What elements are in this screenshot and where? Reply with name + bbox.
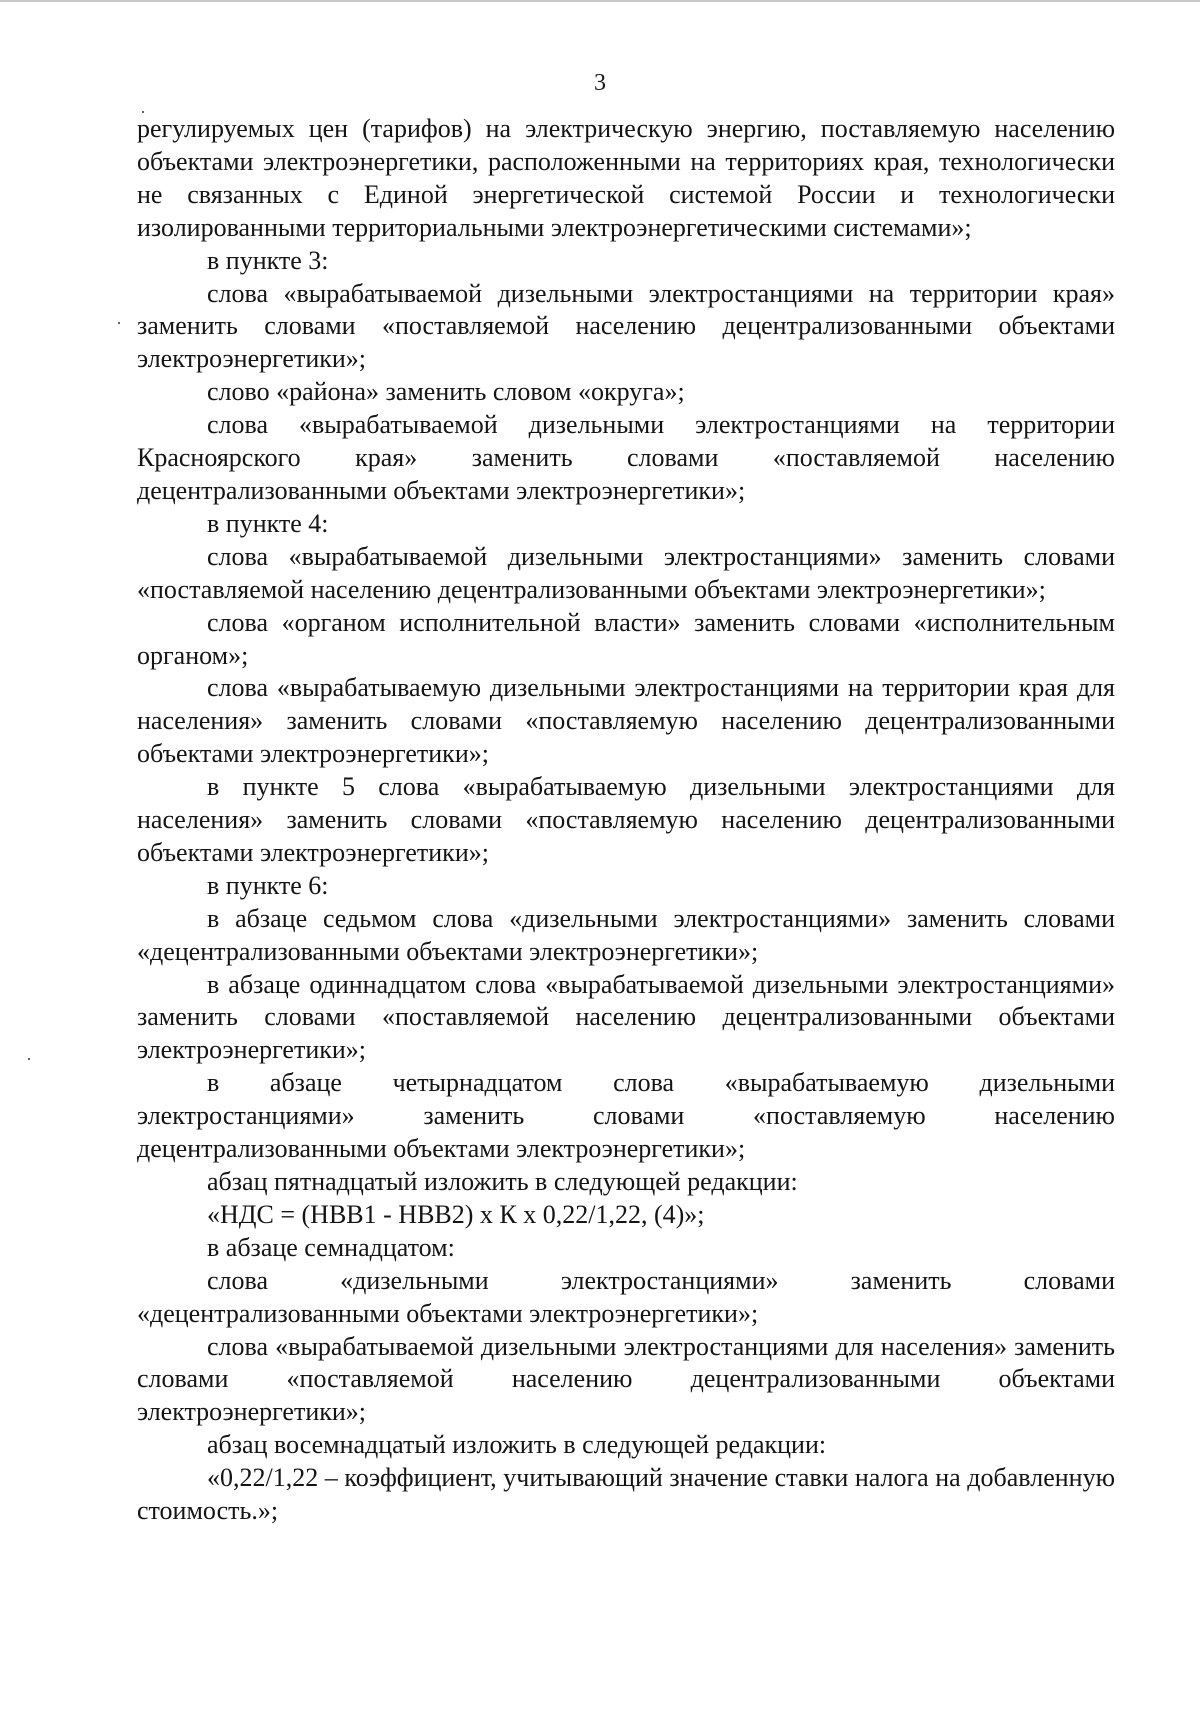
paragraph: слова «вырабатываемой дизельными электростанциями для населения» заменить словами «поставляемой населению децентрализованными объектами электроэнергетики»; (137, 1331, 1115, 1427)
scan-speck (118, 322, 120, 324)
paragraph: абзац восемнадцатый изложить в следующей редакции: (207, 1430, 827, 1460)
scan-speck (28, 1058, 30, 1060)
paragraph: слово «района» заменить словом «округа»; (207, 377, 685, 407)
paragraph: регулируемых цен (тарифов) на электрическую энергию, поставляемую населению объектами электроэнергетики, расположенными на территориях края, технологически не связанных с Единой энергетической системой России и технологически изолированными территориальными электроэнергетическими системами»; (137, 114, 1115, 242)
paragraph: в абзаце четырнадцатом слова «вырабатываемую дизельными электростанциями» заменить словами «поставляемую населению децентрализованными объектами электроэнергетики»; (137, 1068, 1115, 1164)
paragraph: в абзаце седьмом слова «дизельными электростанциями» заменить словами «децентрализованными объектами электроэнергетики»; (137, 903, 1115, 966)
paragraph: слова «дизельными электростанциями» заменить словами «децентрализованными объектами электроэнергетики»; (137, 1265, 1115, 1328)
paragraph: слова «вырабатываемой дизельными электростанциями» заменить словами «поставляемой населению децентрализованными объектами электроэнергетики»; (137, 541, 1115, 604)
paragraph: «0,22/1,22 – коэффициент, учитывающий значение ставки налога на добавленную стоимость.»; (137, 1463, 1115, 1526)
paragraph: в пункте 5 слова «вырабатываемую дизельными электростанциями для населения» заменить словами «поставляемую населению децентрализованными объектами электроэнергетики»; (137, 772, 1115, 867)
paragraph: слова «вырабатываемой дизельными электростанциями на территории Красноярского края» заменить словами «поставляемой населению децентрализованными объектами электроэнергетики»; (137, 410, 1115, 505)
paragraph: в пункте 6: (207, 870, 329, 900)
page-top-edge (0, 0, 1200, 2)
paragraph: абзац пятнадцатый изложить в следующей редакции: (207, 1167, 798, 1196)
paragraph: в пункте 4: (207, 508, 329, 538)
document-body (137, 113, 1115, 1528)
paragraph: слова «вырабатываемой дизельными электростанциями на территории края» заменить словами «поставляемой населению децентрализованными объектами электроэнергетики»; (137, 278, 1115, 374)
paragraph: в абзаце семнадцатом: (207, 1232, 455, 1262)
page-number: 3 (594, 70, 606, 96)
formula-paragraph: «НДС = (НВВ1 - НВВ2) х К х 0,22/1,22, (4)»; (207, 1199, 705, 1229)
paragraph: в абзаце одиннадцатом слова «вырабатываемой дизельными электростанциями» заменить словами «поставляемой населению децентрализованными объектами электроэнергетики»; (137, 969, 1115, 1065)
paragraph: в пункте 3: (207, 245, 329, 275)
paragraph: слова «вырабатываемую дизельными электростанциями на территории края для населения» заменить словами «поставляемую населению децентрализованными объектами электроэнергетики»; (137, 673, 1115, 769)
paragraph: слова «органом исполнительной власти» заменить словами «исполнительным органом»; (137, 607, 1115, 670)
